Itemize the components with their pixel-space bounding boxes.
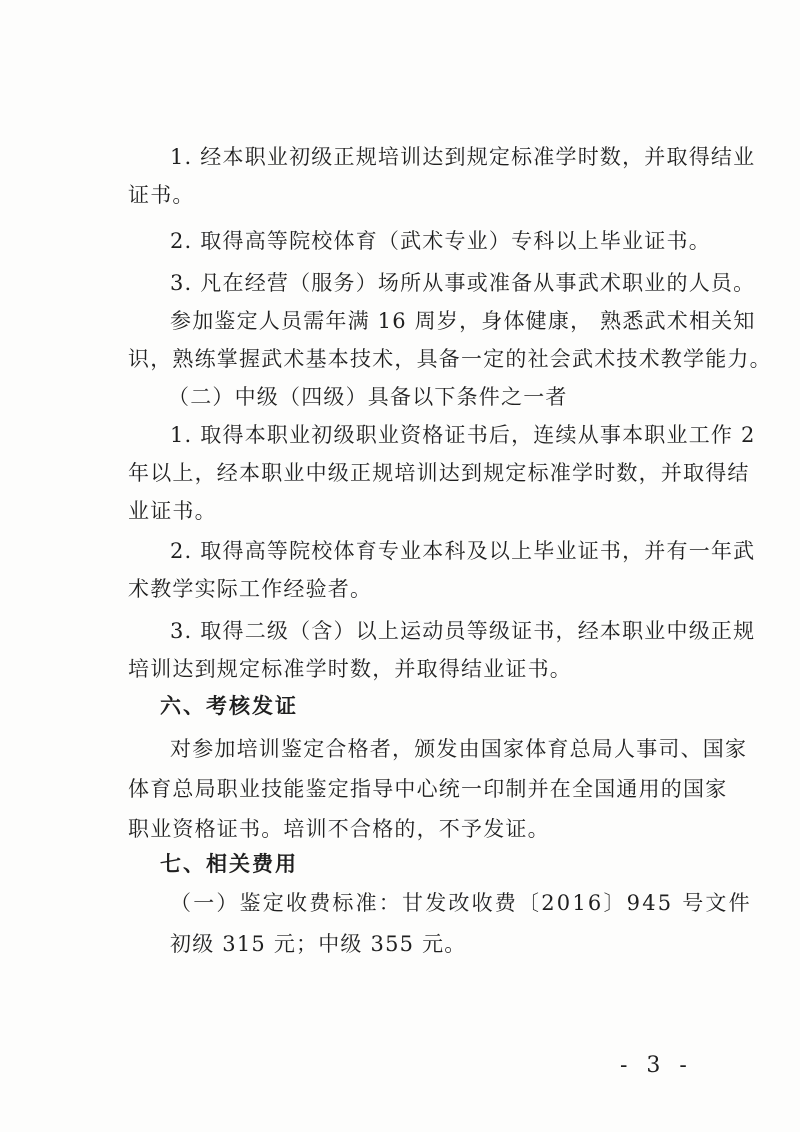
intermediate-condition-3-cont: 培训达到规定标准学时数，并取得结业证书。 xyxy=(128,657,572,681)
section-7-fee-amounts: 初级 315 元；中级 355 元。 xyxy=(170,932,467,956)
intermediate-condition-1-cont-b: 业证书。 xyxy=(128,499,217,523)
section-6-line-2: 体育总局职业技能鉴定指导中心统一印制并在全国通用的国家 xyxy=(128,777,728,801)
page-number: - 3 - xyxy=(620,1053,693,1078)
intermediate-condition-1-cont-a: 年以上，经本职业中级正规培训达到规定标准学时数，并取得结 xyxy=(128,461,750,485)
section-7-heading: 七、相关费用 xyxy=(160,852,298,876)
junior-condition-1: 1. 经本职业初级正规培训达到规定标准学时数，并取得结业 xyxy=(170,145,756,169)
section-6-line-3: 职业资格证书。培训不合格的，不予发证。 xyxy=(128,817,550,841)
intermediate-heading: （二）中级（四级）具备以下条件之一者 xyxy=(168,385,568,409)
intermediate-condition-1: 1. 取得本职业初级职业资格证书后，连续从事本职业工作 2 xyxy=(170,423,756,447)
section-7-fee-standard: （一）鉴定收费标准：甘发改收费〔2016〕945 号文件 xyxy=(170,891,752,915)
junior-condition-1-cont: 证书。 xyxy=(128,183,195,207)
intermediate-condition-2: 2. 取得高等院校体育专业本科及以上毕业证书，并有一年武 xyxy=(170,539,756,563)
junior-condition-2: 2. 取得高等院校体育（武术专业）专科以上毕业证书。 xyxy=(170,229,711,253)
junior-condition-3: 3. 凡在经营（服务）场所从事或准备从事武术职业的人员。 xyxy=(170,271,756,295)
intermediate-condition-2-cont: 术教学实际工作经验者。 xyxy=(128,577,373,601)
requirement-line-1: 参加鉴定人员需年满 16 周岁，身体健康， 熟悉武术相关知 xyxy=(170,309,756,333)
section-6-heading: 六、考核发证 xyxy=(160,694,298,718)
section-6-line-1: 对参加培训鉴定合格者，颁发由国家体育总局人事司、国家 xyxy=(170,737,748,761)
requirement-line-2: 识，熟练掌握武术基本技术，具备一定的社会武术技术教学能力。 xyxy=(128,347,772,371)
intermediate-condition-3: 3. 取得二级（含）以上运动员等级证书，经本职业中级正规 xyxy=(170,619,756,643)
